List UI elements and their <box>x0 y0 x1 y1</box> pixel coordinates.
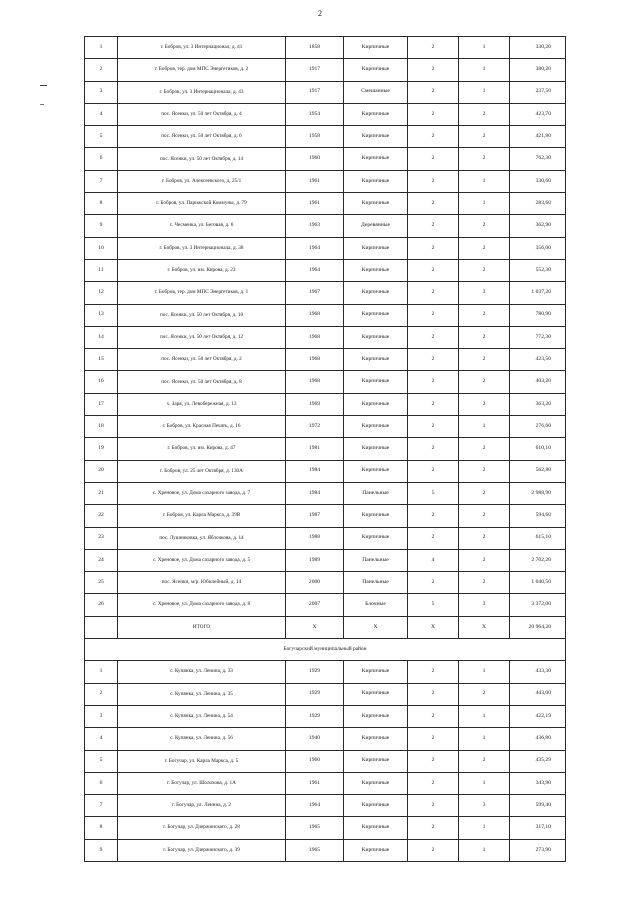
year-cell: 1960 <box>286 148 344 170</box>
housing-register-table <box>84 36 566 862</box>
floors-cell: 2 <box>408 527 459 549</box>
area-cell: 330,60 <box>510 170 566 192</box>
address-cell: пос. Лушниковка, ул. Яблочкова, д. 14 <box>118 527 286 549</box>
year-cell: 1964 <box>286 795 344 817</box>
year-cell: 1917 <box>286 59 344 81</box>
floors-cell: 4 <box>408 549 459 571</box>
area-cell: 435,29 <box>510 750 566 772</box>
year-cell: 1964 <box>286 259 344 281</box>
table-row <box>85 326 566 348</box>
area-cell: 362,90 <box>510 215 566 237</box>
address-cell: г. Богучар, ул. Шолохова, д. 1А <box>118 772 286 794</box>
address-cell: г. Богучар, ул. Карла Маркса, д. 5 <box>118 750 286 772</box>
table-row <box>85 728 566 750</box>
wall-material-cell: Кирпичные <box>344 438 408 460</box>
address-cell: х. Заря, ул. Левобережная, д. 13 <box>118 393 286 415</box>
table-row <box>85 371 566 393</box>
wall-material-cell: Кирпичные <box>344 728 408 750</box>
area-cell: 330,20 <box>510 37 566 59</box>
area-cell: 421,80 <box>510 126 566 148</box>
row-number: 8 <box>85 193 118 215</box>
floors-cell: 2 <box>408 393 459 415</box>
entrances-cell: 2 <box>459 148 510 170</box>
floors-cell: 2 <box>408 37 459 59</box>
wall-material-cell: Кирпичные <box>344 170 408 192</box>
year-cell: 1929 <box>286 705 344 727</box>
table-row <box>85 81 566 103</box>
entrances-cell: 1 <box>459 59 510 81</box>
entrances-cell: 2 <box>459 304 510 326</box>
entrances-cell: 2 <box>459 259 510 281</box>
entrances-cell: 2 <box>459 393 510 415</box>
table-row <box>85 594 566 616</box>
address-cell: г. Бобров, тер. дом МПС Энергетиков, д. 2 <box>118 59 286 81</box>
entrances-cell: X <box>459 616 510 638</box>
year-cell: 1858 <box>286 37 344 59</box>
address-cell: с. Чесменка, ул. Беговая, д. 6 <box>118 215 286 237</box>
address-cell: пос. Ясенки, ул. 50 лет Октября, д. 4 <box>118 103 286 125</box>
table-row <box>85 795 566 817</box>
address-cell: с. Хреновое, ул. Дома сахарного завода, д. 7 <box>118 482 286 504</box>
wall-material-cell: Блочные <box>344 594 408 616</box>
table-row <box>85 349 566 371</box>
wall-material-cell: Кирпичные <box>344 371 408 393</box>
floors-cell: 2 <box>408 705 459 727</box>
entrances-cell: 1 <box>459 170 510 192</box>
row-number: 20 <box>85 460 118 482</box>
address-cell: с. Хреновое, ул. Дома сахарного завода, д. 5 <box>118 549 286 571</box>
floors-cell: 2 <box>408 148 459 170</box>
area-cell: 443,00 <box>510 683 566 705</box>
row-number: 7 <box>85 170 118 192</box>
area-cell: 436,80 <box>510 728 566 750</box>
area-cell: 1 037,20 <box>510 282 566 304</box>
row-number: 2 <box>85 683 118 705</box>
row-number: 1 <box>85 37 118 59</box>
table-row <box>85 482 566 504</box>
area-cell: 2 702,20 <box>510 549 566 571</box>
wall-material-cell: Кирпичные <box>344 259 408 281</box>
area-cell: 2 988,90 <box>510 482 566 504</box>
year-cell: 1989 <box>286 549 344 571</box>
entrances-cell: 1 <box>459 81 510 103</box>
wall-material-cell: Кирпичные <box>344 282 408 304</box>
area-cell: 403,20 <box>510 371 566 393</box>
year-cell: 2000 <box>286 572 344 594</box>
entrances-cell: 2 <box>459 103 510 125</box>
row-number: 7 <box>85 795 118 817</box>
row-number: 26 <box>85 594 118 616</box>
address-cell: г. Богучар, ул. Дзержинского, д. 28 <box>118 817 286 839</box>
table-row <box>85 393 566 415</box>
area-cell: 356,00 <box>510 237 566 259</box>
floors-cell: 2 <box>408 505 459 527</box>
year-cell: 1968 <box>286 326 344 348</box>
area-cell: 423,50 <box>510 349 566 371</box>
row-number: 3 <box>85 705 118 727</box>
entrances-cell: 2 <box>459 527 510 549</box>
floors-cell: 2 <box>408 772 459 794</box>
margin-mark <box>40 104 44 105</box>
year-cell: 1967 <box>286 282 344 304</box>
address-cell: г. Бобров, ул. 3 Интернационал, д. 41 <box>118 37 286 59</box>
floors-cell: 2 <box>408 259 459 281</box>
entrances-cell: 3 <box>459 282 510 304</box>
row-number: 12 <box>85 282 118 304</box>
row-number: 5 <box>85 126 118 148</box>
area-cell: 610,10 <box>510 438 566 460</box>
row-number: 23 <box>85 527 118 549</box>
entrances-cell: 1 <box>459 839 510 861</box>
row-number: 16 <box>85 371 118 393</box>
table-row <box>85 215 566 237</box>
table-row <box>85 438 566 460</box>
wall-material-cell: Кирпичные <box>344 304 408 326</box>
area-cell: 273,90 <box>510 839 566 861</box>
area-cell: 562,80 <box>510 460 566 482</box>
area-cell: 343,90 <box>510 772 566 794</box>
floors-cell: 2 <box>408 683 459 705</box>
area-cell: 780,90 <box>510 304 566 326</box>
floors-cell: 2 <box>408 572 459 594</box>
entrances-cell: 2 <box>459 438 510 460</box>
year-cell: 1984 <box>286 460 344 482</box>
floors-cell: 2 <box>408 371 459 393</box>
address-cell: пос. Ясенки, ул. 50 лет Октября, д. 12 <box>118 326 286 348</box>
entrances-cell: 2 <box>459 549 510 571</box>
row-number: 6 <box>85 772 118 794</box>
area-cell: 772,30 <box>510 326 566 348</box>
wall-material-cell: Кирпичные <box>344 416 408 438</box>
year-cell: 1917 <box>286 81 344 103</box>
area-cell: 433,30 <box>510 661 566 683</box>
entrances-cell: 2 <box>459 326 510 348</box>
floors-cell: 5 <box>408 482 459 504</box>
table-row <box>85 505 566 527</box>
table-row <box>85 193 566 215</box>
row-number: 14 <box>85 326 118 348</box>
entrances-cell: 2 <box>459 371 510 393</box>
wall-material-cell: Кирпичные <box>344 705 408 727</box>
floors-cell: 2 <box>408 795 459 817</box>
address-cell: пос. Ясенки, ул. 50 лет Октября, д. 10 <box>118 304 286 326</box>
row-number: 9 <box>85 839 118 861</box>
entrances-cell: 2 <box>459 482 510 504</box>
page-number: 2 <box>318 9 322 18</box>
address-cell: с. Хреновое, ул. Дома сахарного завода, д. 8 <box>118 594 286 616</box>
entrances-cell: 2 <box>459 505 510 527</box>
entrances-cell: 3 <box>459 795 510 817</box>
row-number: 17 <box>85 393 118 415</box>
area-cell: 237,50 <box>510 81 566 103</box>
area-cell: 599,40 <box>510 795 566 817</box>
entrances-cell: 1 <box>459 37 510 59</box>
floors-cell: 2 <box>408 661 459 683</box>
floors-cell: 2 <box>408 750 459 772</box>
year-cell: 1929 <box>286 683 344 705</box>
year-cell: 1961 <box>286 193 344 215</box>
floors-cell: 2 <box>408 460 459 482</box>
row-number: 10 <box>85 237 118 259</box>
floors-cell: 2 <box>408 304 459 326</box>
row-number: 11 <box>85 259 118 281</box>
entrances-cell: 1 <box>459 817 510 839</box>
floors-cell: 2 <box>408 215 459 237</box>
table-row <box>85 126 566 148</box>
address-cell: с. Купянка, ул. Ленина, д. 54 <box>118 705 286 727</box>
table-row <box>85 839 566 861</box>
row-number: 21 <box>85 482 118 504</box>
wall-material-cell: Кирпичные <box>344 103 408 125</box>
wall-material-cell: Кирпичные <box>344 839 408 861</box>
wall-material-cell: Кирпичные <box>344 683 408 705</box>
year-cell: 1965 <box>286 817 344 839</box>
area-cell: 1 040,50 <box>510 572 566 594</box>
row-number: 5 <box>85 750 118 772</box>
floors-cell: 2 <box>408 126 459 148</box>
table-row <box>85 148 566 170</box>
entrances-cell: 1 <box>459 661 510 683</box>
address-cell: г. Бобров, ул. им. Кирова, д. 23 <box>118 259 286 281</box>
year-cell: 1961 <box>286 170 344 192</box>
area-cell: 317,10 <box>510 817 566 839</box>
table-row <box>85 572 566 594</box>
row-number: 13 <box>85 304 118 326</box>
year-cell: 1958 <box>286 126 344 148</box>
floors-cell: 5 <box>408 594 459 616</box>
table-row <box>85 416 566 438</box>
row-number: 9 <box>85 215 118 237</box>
entrances-cell: 2 <box>459 349 510 371</box>
area-cell: 276,60 <box>510 416 566 438</box>
wall-material-cell: Кирпичные <box>344 193 408 215</box>
area-cell: 615,10 <box>510 527 566 549</box>
table-row <box>85 170 566 192</box>
address-cell: г. Богучар, ул. Ленина, д. 2 <box>118 795 286 817</box>
wall-material-cell: Деревянные <box>344 215 408 237</box>
wall-material-cell: Кирпичные <box>344 505 408 527</box>
wall-material-cell: Кирпичные <box>344 772 408 794</box>
year-cell: 1969 <box>286 393 344 415</box>
year-cell: 1965 <box>286 839 344 861</box>
year-cell: 1960 <box>286 750 344 772</box>
entrances-cell: 2 <box>459 572 510 594</box>
wall-material-cell: Панельные <box>344 482 408 504</box>
total-row <box>85 616 566 638</box>
address-cell: г. Богучар, ул. Дзержинского, д. 39 <box>118 839 286 861</box>
year-cell: 1961 <box>286 772 344 794</box>
row-number: 4 <box>85 103 118 125</box>
wall-material-cell: Кирпичные <box>344 460 408 482</box>
floors-cell: 2 <box>408 81 459 103</box>
year-cell: X <box>286 616 344 638</box>
entrances-cell: 2 <box>459 215 510 237</box>
entrances-cell: 1 <box>459 728 510 750</box>
row-number: 18 <box>85 416 118 438</box>
year-cell: 1929 <box>286 661 344 683</box>
table-row <box>85 103 566 125</box>
year-cell: 1963 <box>286 215 344 237</box>
wall-material-cell: Панельные <box>344 572 408 594</box>
district-title: Богучарский муниципальный район <box>85 639 566 661</box>
table-row <box>85 527 566 549</box>
wall-material-cell: Кирпичные <box>344 817 408 839</box>
table-row <box>85 59 566 81</box>
area-cell: 283,60 <box>510 193 566 215</box>
entrances-cell: 1 <box>459 193 510 215</box>
wall-material-cell: Смешанные <box>344 81 408 103</box>
year-cell: 1981 <box>286 438 344 460</box>
floors-cell: 2 <box>408 728 459 750</box>
row-number: 3 <box>85 81 118 103</box>
row-number: 8 <box>85 817 118 839</box>
floors-cell: 2 <box>408 103 459 125</box>
floors-cell: 2 <box>408 193 459 215</box>
table-row <box>85 750 566 772</box>
area-cell: 380,20 <box>510 59 566 81</box>
wall-material-cell: Кирпичные <box>344 393 408 415</box>
area-cell: 423,70 <box>510 103 566 125</box>
address-cell: г. Бобров, ул. Красная Печать, д. 16 <box>118 416 286 438</box>
table-row <box>85 683 566 705</box>
floors-cell: X <box>408 616 459 638</box>
area-cell: 20 964,20 <box>510 616 566 638</box>
entrances-cell: 1 <box>459 416 510 438</box>
year-cell: 1972 <box>286 416 344 438</box>
entrances-cell: 1 <box>459 772 510 794</box>
entrances-cell: 2 <box>459 126 510 148</box>
table-row <box>85 661 566 683</box>
row-number: 15 <box>85 349 118 371</box>
wall-material-cell: Кирпичные <box>344 349 408 371</box>
area-cell: 422,19 <box>510 705 566 727</box>
table-row <box>85 817 566 839</box>
year-cell: 1984 <box>286 482 344 504</box>
floors-cell: 2 <box>408 817 459 839</box>
row-number: 1 <box>85 661 118 683</box>
year-cell: 1987 <box>286 505 344 527</box>
area-cell: 762,30 <box>510 148 566 170</box>
wall-material-cell: Кирпичные <box>344 237 408 259</box>
wall-material-cell: Кирпичные <box>344 148 408 170</box>
wall-material-cell: Кирпичные <box>344 37 408 59</box>
year-cell: 1954 <box>286 103 344 125</box>
wall-material-cell: Кирпичные <box>344 795 408 817</box>
address-cell: г. Бобров, ул. Карла Маркса, д. 39В <box>118 505 286 527</box>
table-row <box>85 259 566 281</box>
address-cell: с. Купянка, ул. Ленина, д. 33 <box>118 661 286 683</box>
address-cell: пос. Ясенки, м/р. Юбилейный, д. 14 <box>118 572 286 594</box>
entrances-cell: 2 <box>459 683 510 705</box>
area-cell: 552,30 <box>510 259 566 281</box>
floors-cell: 2 <box>408 59 459 81</box>
entrances-cell: 3 <box>459 594 510 616</box>
wall-material-cell: Кирпичные <box>344 326 408 348</box>
table-row <box>85 772 566 794</box>
year-cell: 1968 <box>286 349 344 371</box>
wall-material-cell: X <box>344 616 408 638</box>
address-cell: пос. Ясенки, ул. 50 лет Октября, д. 6 <box>118 126 286 148</box>
floors-cell: 2 <box>408 416 459 438</box>
address-cell: пос. Ясенки, ул. 50 лет Октября, д. 2 <box>118 349 286 371</box>
year-cell: 1968 <box>286 304 344 326</box>
year-cell: 1964 <box>286 237 344 259</box>
address-cell: г. Бобров, ул. Алексеевского, д. 25/1 <box>118 170 286 192</box>
address-cell: г. Бобров, тер. дом МПС Энергетиков, д. 1 <box>118 282 286 304</box>
row-number: 24 <box>85 549 118 571</box>
floors-cell: 2 <box>408 839 459 861</box>
address-cell: с. Купянка, ул. Ленина, д. 35 <box>118 683 286 705</box>
entrances-cell: 2 <box>459 460 510 482</box>
year-cell: 1968 <box>286 371 344 393</box>
wall-material-cell: Кирпичные <box>344 126 408 148</box>
area-cell: 363,20 <box>510 393 566 415</box>
table-row <box>85 304 566 326</box>
table-row <box>85 237 566 259</box>
wall-material-cell: Кирпичные <box>344 750 408 772</box>
floors-cell: 2 <box>408 438 459 460</box>
address-cell: г. Бобров, ул. 3 Интернационала, д. 38 <box>118 237 286 259</box>
address-cell: г. Бобров, ул. им. Кирова, д. 47 <box>118 438 286 460</box>
row-number: 25 <box>85 572 118 594</box>
entrances-cell: 1 <box>459 705 510 727</box>
area-cell: 594,60 <box>510 505 566 527</box>
wall-material-cell: Панельные <box>344 549 408 571</box>
floors-cell: 2 <box>408 237 459 259</box>
year-cell: 1940 <box>286 728 344 750</box>
table-row <box>85 282 566 304</box>
floors-cell: 2 <box>408 349 459 371</box>
address-cell: г. Бобров, ул. Парижской Коммуны, д. 79 <box>118 193 286 215</box>
entrances-cell: 2 <box>459 750 510 772</box>
wall-material-cell: Кирпичные <box>344 527 408 549</box>
district-header-row <box>85 639 566 661</box>
floors-cell: 2 <box>408 282 459 304</box>
wall-material-cell: Кирпичные <box>344 661 408 683</box>
entrances-cell: 2 <box>459 237 510 259</box>
row-number: 4 <box>85 728 118 750</box>
address-cell: пос. Ясенки, ул. 50 лет Октября, д. 8 <box>118 371 286 393</box>
table-row <box>85 549 566 571</box>
table-row <box>85 705 566 727</box>
address-cell: г. Бобров, ул. 3 Интернационала, д. 43 <box>118 81 286 103</box>
address-cell: пос. Ясенки, ул. 50 лет Октября, д. 14 <box>118 148 286 170</box>
row-number: 2 <box>85 59 118 81</box>
table-row <box>85 37 566 59</box>
floors-cell: 2 <box>408 326 459 348</box>
address-cell: г. Бобров, ул. 25 лет Октября, д. 130А <box>118 460 286 482</box>
row-number: 22 <box>85 505 118 527</box>
year-cell: 2007 <box>286 594 344 616</box>
row-number: 6 <box>85 148 118 170</box>
floors-cell: 2 <box>408 170 459 192</box>
table-row <box>85 460 566 482</box>
row-number <box>85 616 118 638</box>
address-cell: с. Купянка, ул. Ленина, д. 56 <box>118 728 286 750</box>
margin-mark <box>40 85 47 86</box>
address-cell: ИТОГО <box>118 616 286 638</box>
row-number: 19 <box>85 438 118 460</box>
year-cell: 1988 <box>286 527 344 549</box>
area-cell: 3 372,00 <box>510 594 566 616</box>
wall-material-cell: Кирпичные <box>344 59 408 81</box>
